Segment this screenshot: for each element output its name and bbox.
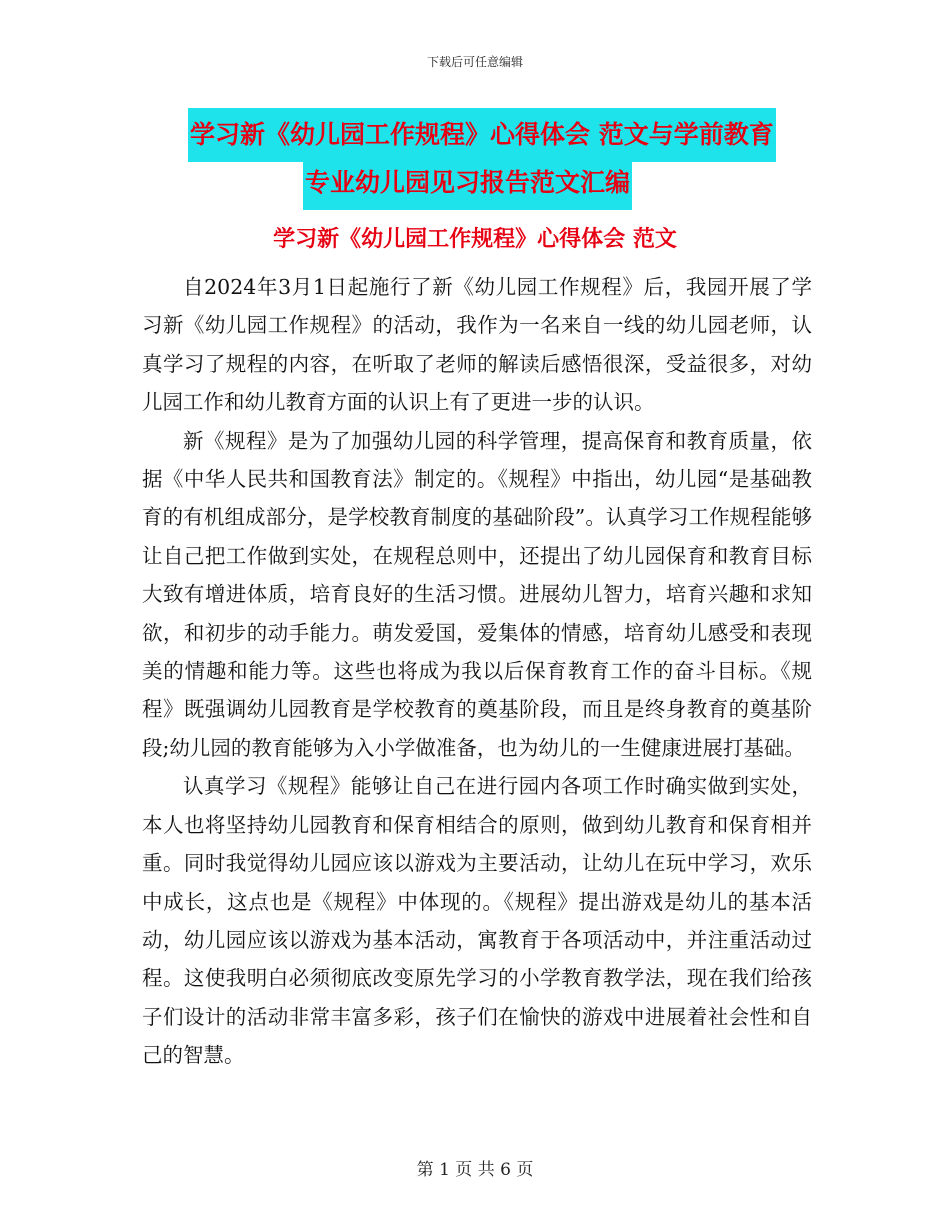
body-text bbox=[142, 268, 812, 1075]
page-header: 下载后可任意编辑 bbox=[426, 55, 523, 69]
section-title: 学习新《幼儿园工作规程》心得体会 范文 bbox=[273, 227, 677, 252]
title-line-1: 学习新《幼儿园工作规程》心得体会 范文与学前教育 bbox=[188, 108, 776, 162]
paragraph: 新《规程》是为了加强幼儿园的科学管理，提高保育和教育质量，依据《中华人民共和国教育法》制定的。《规程》中指出，幼儿园“是基础教育的有机组成部分，是学校教育制度的基础阶段”。认真学习工作规程能够让自己把工作做到实处，在规程总则中，还提出了幼儿园保育和教育目标大致有增进体质，培育良好的生活习惯。进展幼儿智力，培育兴趣和求知欲，和初步的动手能力。萌发爱国，爱集体的情感，培育幼儿感受和表现美的情趣和能力等。这些也将成为我以后保育教育工作的奋斗目标。《规程》既强调幼儿园教育是学校教育的奠基阶段，而且是终身教育的奠基阶段;幼儿园的教育能够为入小学做准备，也为幼儿的一生健康进展打基础。 bbox=[142, 428, 812, 760]
title-line-2: 专业幼儿园见习报告范文汇编 bbox=[303, 156, 632, 210]
paragraph: 认真学习《规程》能够让自己在进行园内各项工作时确实做到实处，本人也将坚持幼儿园教育和保育相结合的原则，做到幼儿教育和保育相并重。同时我觉得幼儿园应该以游戏为主要活动，让幼儿在玩中学习，欢乐中成长，这点也是《规程》中体现的。《规程》提出游戏是幼儿的基本活动，幼儿园应该以游戏为基本活动，寓教育于各项活动中，并注重活动过程。这使我明白必须彻底改变原先学习的小学教育教学法，现在我们给孩子们设计的活动非常丰富多彩，孩子们在愉快的游戏中进展着社会性和自己的智慧。 bbox=[142, 774, 812, 1068]
paragraph: 自2024年3月1日起施行了新《幼儿园工作规程》后，我园开展了学习新《幼儿园工作规程》的活动，我作为一名来自一线的幼儿园老师，认真学习了规程的内容，在听取了老师的解读后感悟很深，受益很多，对幼儿园工作和幼儿教育方面的认识上有了更进一步的认识。 bbox=[142, 275, 812, 415]
page-footer: 第 1 页 共 6 页 bbox=[416, 1160, 534, 1180]
